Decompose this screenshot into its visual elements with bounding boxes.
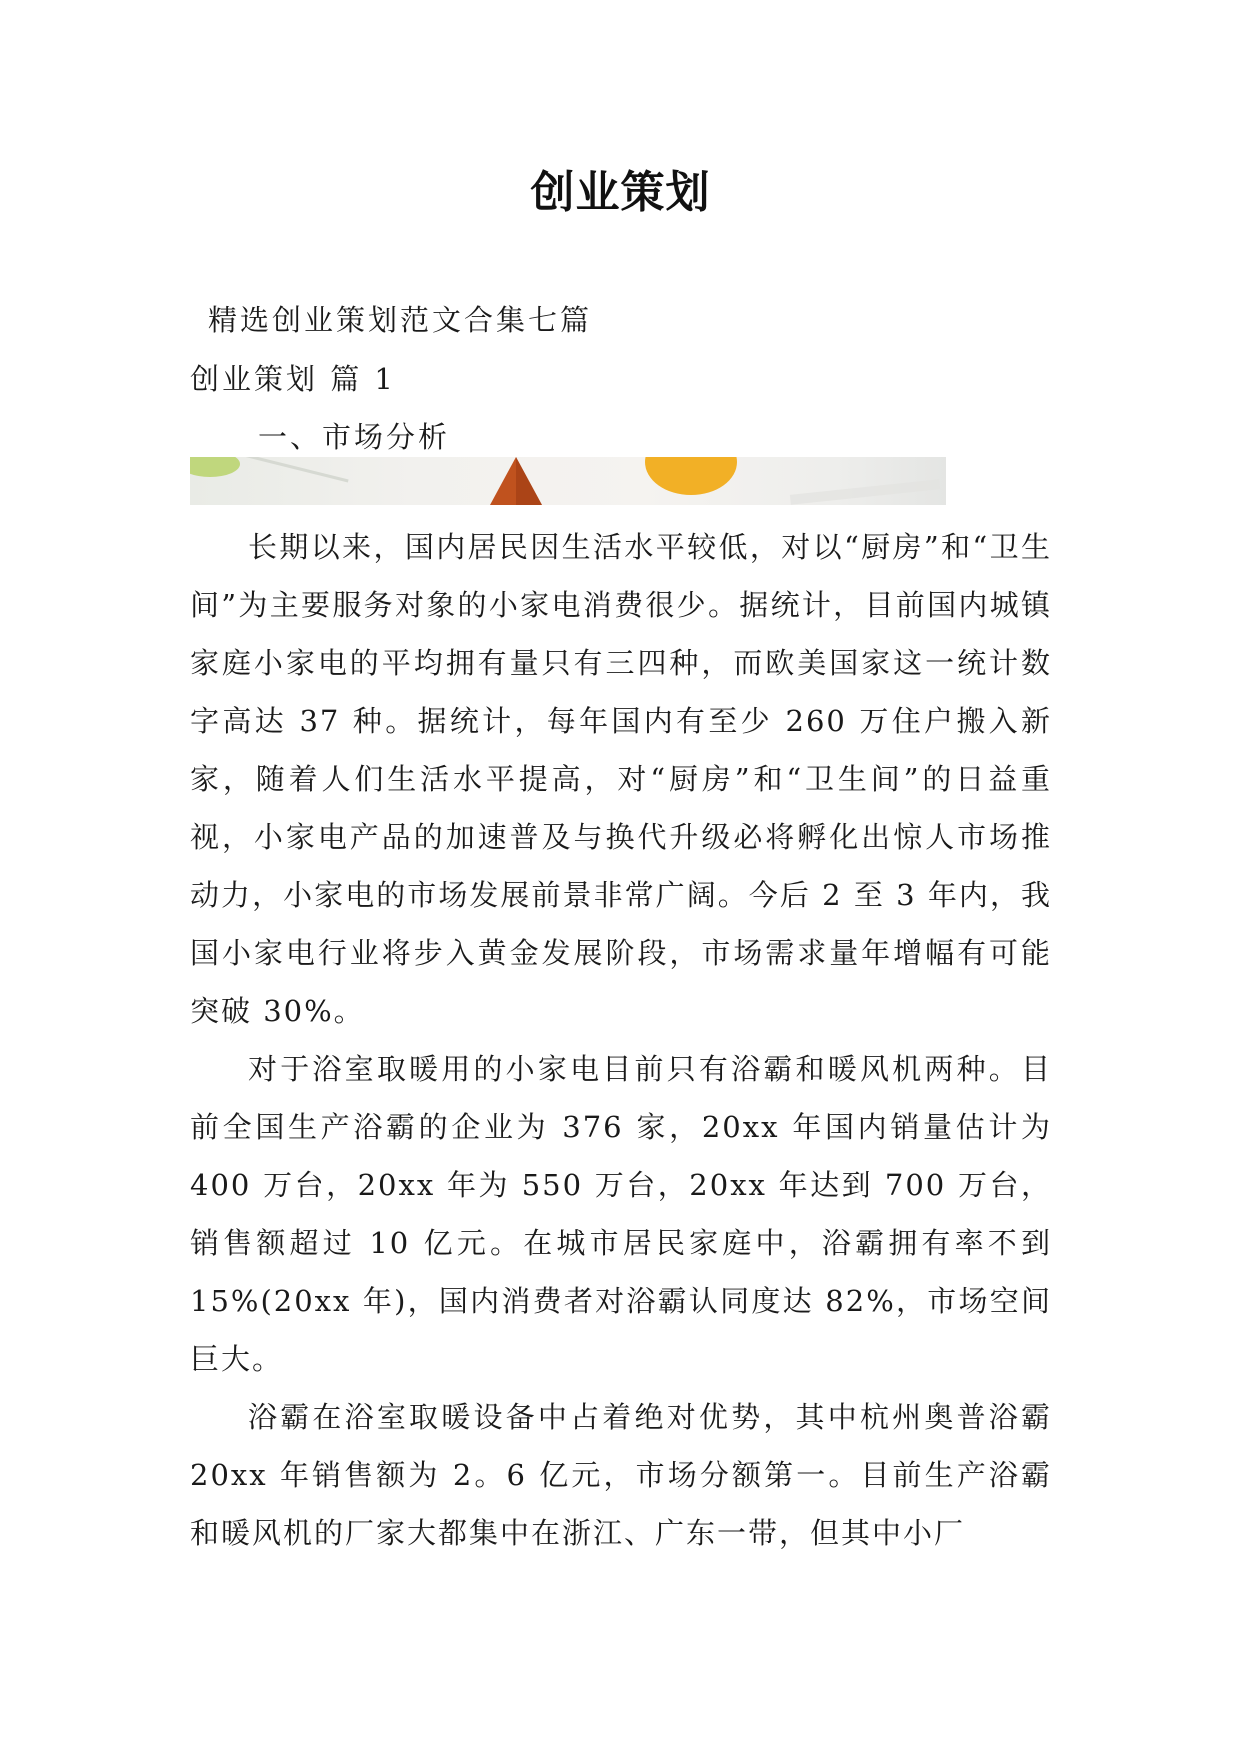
sub-heading: 一、市场分析 xyxy=(258,420,451,454)
paragraph: 浴霸在浴室取暖设备中占着绝对优势，其中杭州奥普浴霸 20xx 年销售额为 2。6 亿元，市场分额第一。目前生产浴霸和暖风机的厂家大都集中在浙江、广东一带，但其中小厂 xyxy=(190,1400,1052,1550)
document-title: 创业策划 xyxy=(530,167,711,218)
banner-yellow-shape xyxy=(645,457,737,495)
banner-green-shape xyxy=(190,457,240,477)
banner-shadow-shape xyxy=(790,479,940,505)
document-subtitle: 精选创业策划范文合集七篇 xyxy=(208,303,593,337)
banner-cone-shadow xyxy=(516,457,542,505)
paragraph: 长期以来，国内居民因生活水平较低，对以“厨房”和“卫生间”为主要服务对象的小家电消费很少。据统计，目前国内城镇家庭小家电的平均拥有量只有三四种，而欧美国家这一统计数字高达 37 种。据统计，每年国内有至少 260 万住户搬入新家，随着人们生活水平提高，对“厨房”和“卫生间”的日益重视，小家电产品的加速普及与换代升级必将孵化出惊人市场推动力，小家电的市场发展前景非常广阔。今后 2 至 3 年内，我国小家电行业将步入黄金发展阶段，市场需求量年增幅有可能突破 30%。 xyxy=(190,530,1052,1028)
paragraph: 对于浴室取暖用的小家电目前只有浴霸和暖风机两种。目前全国生产浴霸的企业为 376 家，20xx 年国内销量估计为 400 万台，20xx 年为 550 万台，20xx 年达到 700 万台，销售额超过 10 亿元。在城市居民家庭中，浴霸拥有率不到 15%(20xx 年)，国内消费者对浴霸认同度达 82%，市场空间巨大。 xyxy=(190,1052,1052,1376)
body-text xyxy=(190,518,1052,1562)
banner-line-shape xyxy=(231,457,348,482)
decorative-banner-image xyxy=(190,457,946,505)
section-heading: 创业策划 篇 1 xyxy=(190,362,396,396)
